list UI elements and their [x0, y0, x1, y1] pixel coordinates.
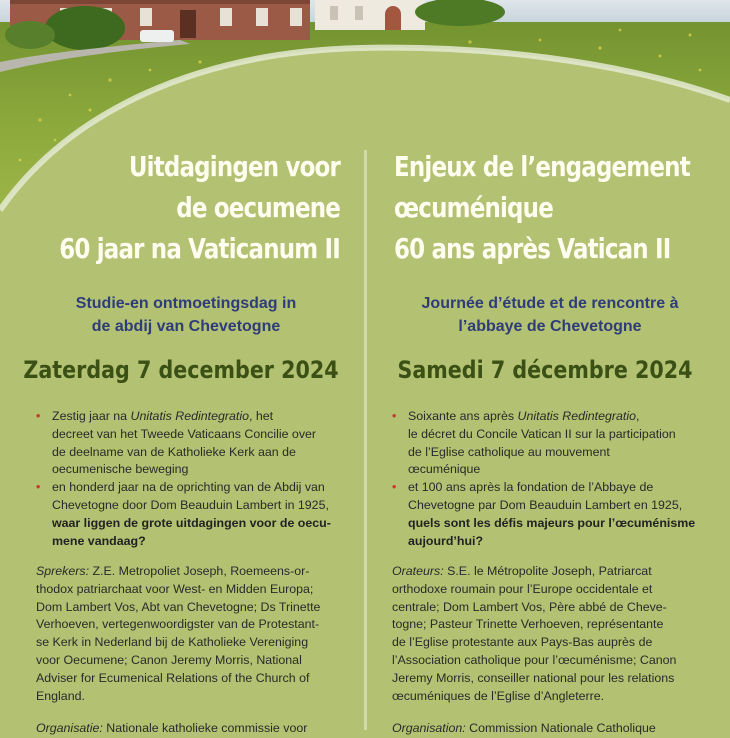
bullet-icon: • — [36, 409, 41, 423]
bullet-icon: • — [392, 480, 397, 495]
french-title: Enjeux de l’engagement œcuménique 60 ans après Vatican II — [394, 150, 690, 265]
french-bullets — [392, 408, 722, 550]
french-organisation: Organisation: Commission Nationale Catholique — [392, 721, 656, 735]
french-subtitle: Journée d’étude et de rencontre à l’abbaye de Chevetogne — [421, 295, 679, 335]
bullet-item: • en honderd jaar na de oprichting van de Abdij van Chevetogne door Dom Beauduin Lambert in 1925, waar liggen de grote uitdagingen voor de oecu- mene vandaag? — [36, 480, 331, 548]
dutch-bullets — [36, 408, 354, 550]
bullet-item: • et 100 ans après la fondation de l’Abbaye de Chevetogne par Dom Beauduin Lambert en 1925, quels sont les défis majeurs pour l’œcuménisme aujourd’hui? — [392, 480, 696, 548]
french-column — [368, 0, 730, 735]
dutch-subtitle: Studie-en ontmoetingsdag in de abdij van Chevetogne — [75, 295, 297, 335]
bullet-icon: • — [36, 480, 41, 495]
dutch-column — [0, 0, 362, 735]
bullet-icon: • — [392, 409, 397, 423]
french-date: Samedi 7 décembre 2024 — [397, 356, 693, 384]
dutch-date: Zaterdag 7 december 2024 — [23, 356, 339, 384]
dutch-title: Uitdagingen voor de oecumene 60 jaar na Vaticanum II — [59, 150, 341, 265]
bullet-item: • Soixante ans après Unitatis Redintegratio, le décret du Concile Vatican II sur la participation de l’Eglise catholique au mouvement œcuménique — [392, 409, 676, 477]
french-speakers: Orateurs: S.E. le Métropolite Joseph, Patriarcat orthodoxe roumain pour l’Europe occidentale et centrale; Dom Lambert Vos, Père abbé de Cheve- togne; Pasteur Trinette Verhoeven, représentante de l’Eglise protestante aux Pays-Bas auprès de l’Association catholique pour l’œcuménisme; Canon Jeremy Morris, conseiller national pour les relations œcuméniques de l’Eglise d’Angleterre. — [392, 564, 677, 703]
dutch-speakers: Sprekers: Z.E. Metropoliet Joseph, Roemeens-or- thodox patriarchaat voor West- en Midden Europa; Dom Lambert Vos, Abt van Chevetogne; Ds Trinette Verhoeven, vertegenwoordigster van de Protestant- se Kerk in Nederland bij de Katholieke Vereniging voor Oecumene; Canon Jeremy Morris, National Adviser for Ecumenical Relations of the Church of England. — [36, 564, 321, 703]
bullet-item: • Zestig jaar na Unitatis Redintegratio, het decreet van het Tweede Vaticaans Concilie over de deelname van de Katholieke Kerk aan de oecumenische beweging — [36, 409, 317, 477]
dutch-organisation: Organisatie: Nationale katholieke commissie voor — [36, 721, 308, 735]
column-divider — [364, 150, 367, 730]
